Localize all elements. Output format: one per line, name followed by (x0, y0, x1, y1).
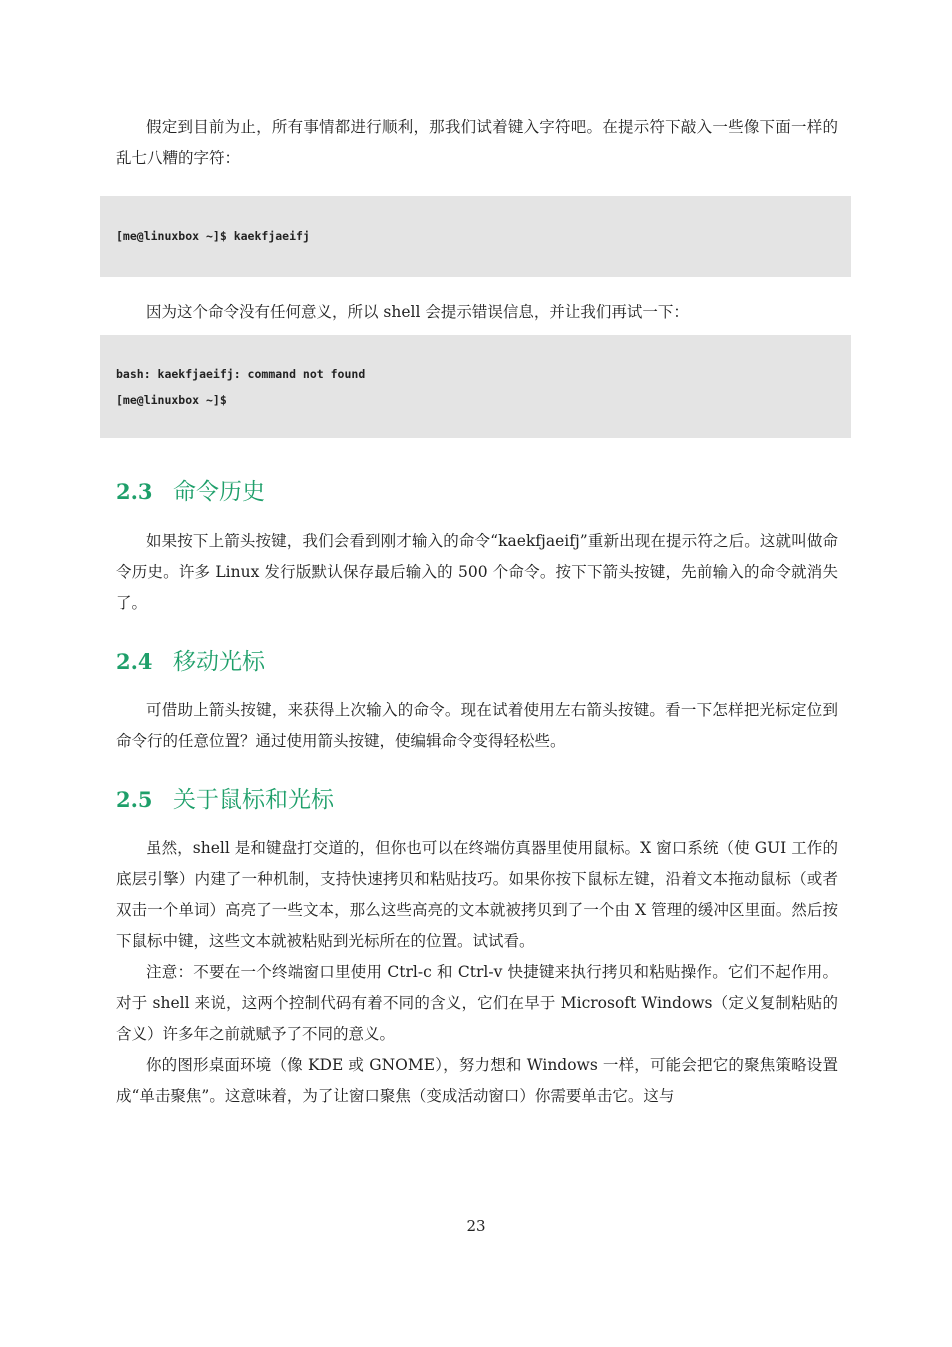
section-heading-mouse-and-focus (116, 785, 838, 815)
focus-policy-paragraph: 你的图形桌面环境（像 KDE 或 GNOME），努力想和 Windows 一样，可能会把它的聚焦策略设置成“单击聚焦”。这意味着，为了让窗口聚焦（变成活动窗口）你需要单击它。这与 (116, 1056, 838, 1105)
section-title: 命令历史 (173, 479, 265, 505)
intro-paragraph: 假定到目前为止，所有事情都进行顺利，那我们试着键入字符吧。在提示符下敲入一些像下面一样的乱七八糟的字符： (116, 118, 838, 167)
code-line: bash: kaekfjaeifj: command not found (116, 367, 366, 381)
section-heading-cursor-movement (116, 647, 838, 677)
command-history-paragraph: 如果按下上箭头按键，我们会看到刚才输入的命令“kaekfjaeifj”重新出现在提示符之后。这就叫做命令历史。许多 Linux 发行版默认保存最后输入的 500 个命令。按下下箭头按键，先前输入的命令就消失了。 (116, 532, 838, 612)
page-content (116, 112, 838, 1112)
page-number: 23 (466, 1217, 486, 1235)
ctrl-shortcut-note-paragraph: 注意：不要在一个终端窗口里使用 Ctrl-c 和 Ctrl-v 快捷键来执行拷贝和粘贴操作。它们不起作用。对于 shell 来说，这两个控制代码有着不同的含义，它们在早于 Microsoft Windows（定义复制粘贴的含义）许多年之前就赋予了不同的意义。 (116, 963, 838, 1043)
section-number: 2.4 (116, 649, 153, 674)
code-block-error (100, 335, 851, 438)
code-line: [me@linuxbox ~]$ kaekfjaeifj (116, 229, 310, 243)
section-title: 关于鼠标和光标 (173, 787, 334, 813)
code-line: [me@linuxbox ~]$ (116, 393, 227, 407)
section-title: 移动光标 (173, 649, 265, 675)
mouse-copy-paste-paragraph: 虽然，shell 是和键盘打交道的，但你也可以在终端仿真器里使用鼠标。X 窗口系统（使 GUI 工作的底层引擎）内建了一种机制，支持快速拷贝和粘贴技巧。如果你按下鼠标左键，沿着文本拖动鼠标（或者双击一个单词）高亮了一些文本，那么这些高亮的文本就被拷贝到了一个由 X 管理的缓冲区里面。然后按下鼠标中键，这些文本就被粘贴到光标所在的位置。试试看。 (116, 839, 838, 950)
error-explanation-paragraph: 因为这个命令没有任何意义，所以 shell 会提示错误信息，并让我们再试一下： (146, 303, 689, 321)
section-number: 2.3 (116, 479, 153, 504)
cursor-movement-paragraph: 可借助上箭头按键，来获得上次输入的命令。现在试着使用左右箭头按键。看一下怎样把光标定位到命令行的任意位置？通过使用箭头按键，使编辑命令变得轻松些。 (116, 701, 838, 750)
section-heading-command-history (116, 477, 838, 507)
code-block-prompt (100, 196, 851, 277)
section-number: 2.5 (116, 787, 153, 812)
